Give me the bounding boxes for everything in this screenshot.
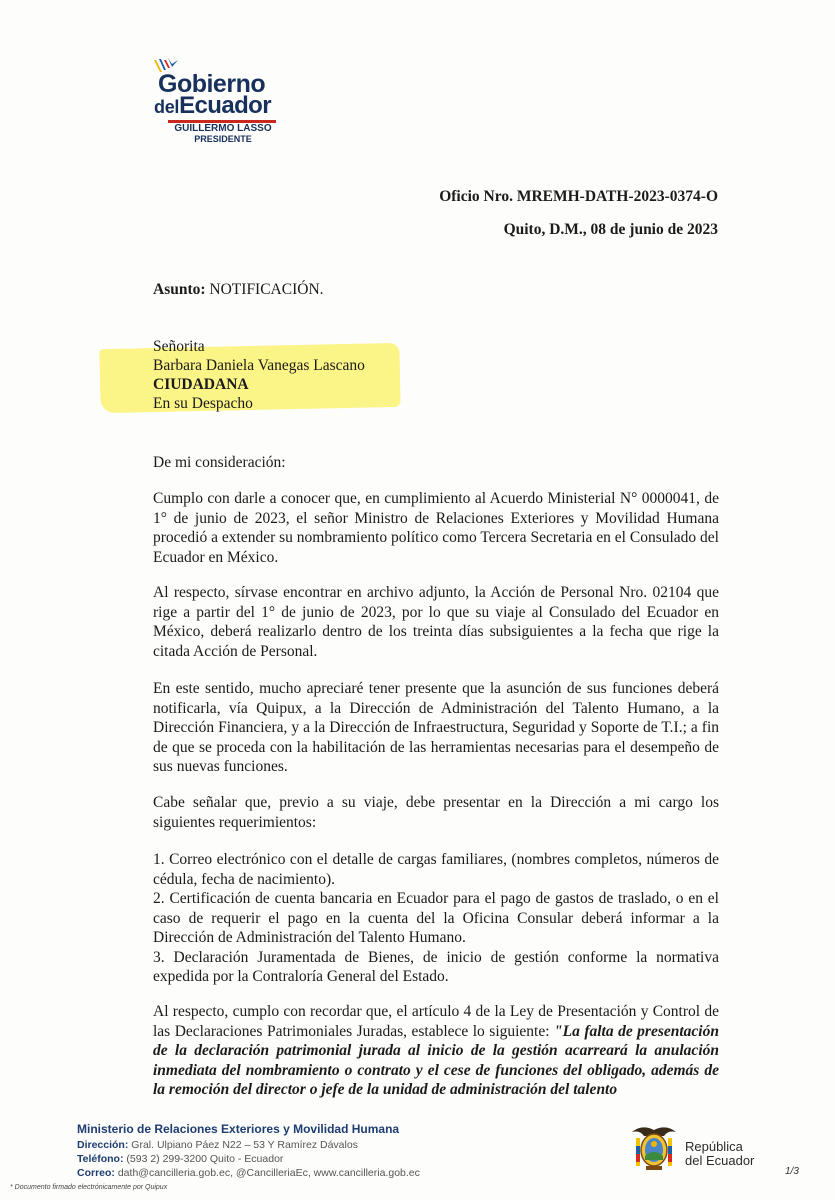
- subject-line: [153, 281, 324, 299]
- paragraph-5-text: Al respecto, cumplo con recordar que, el artículo 4 de la Ley de Presentación y Control de las Declaraciones Patrimoniales Juradas, establece lo siguiente:: [153, 1003, 719, 1040]
- paragraph-3: En este sentido, mucho apreciaré tener presente que la asunción de sus funciones deberá notificarla, vía Quipux, a la Dirección de Administración del Talento Humano, a la Dirección Financiera, y a la Dirección de Infraestructura, Seguridad y Soporte de T.I.; a fin de que se proceda con la habilitación de las herramientas necesarias para el desempeño de sus nuevas funciones.: [153, 680, 719, 775]
- logo-line-gobierno: Gobierno: [158, 70, 266, 98]
- greeting: De mi consideración:: [153, 454, 286, 471]
- recipient-role: CIUDADANA: [153, 376, 249, 393]
- paragraph-4: Cabe señalar que, previo a su viaje, debe presentar en la Dirección a mi cargo los siguientes requerimientos:: [153, 794, 719, 831]
- requirements-list: [153, 850, 719, 987]
- subject-label: Asunto:: [153, 281, 206, 298]
- recipient-name: Barbara Daniela Vanegas Lascano: [153, 357, 365, 374]
- footer-phone: Teléfono: (593 2) 299-3200 Quito - Ecuador: [77, 1153, 284, 1165]
- page-footer: [0, 1118, 835, 1200]
- list-item: 1. Correo electrónico con el detalle de cargas familiares, (nombres completos, números de cédula, fecha de nacimiento).: [153, 851, 719, 888]
- recipient-place: En su Despacho: [153, 395, 253, 412]
- subject-value: NOTIFICACIÓN.: [209, 281, 324, 298]
- electronic-signature-note: * Documento firmado electrónicamente por Quipux: [10, 1184, 168, 1191]
- coat-of-arms-icon: [626, 1120, 682, 1176]
- list-item: 3. Declaración Juramentada de Bienes, de inicio de gestión conforme la normativa expedida por la Contraloría General del Estado.: [153, 948, 719, 985]
- logo-line-del-ecuador: delEcuador: [154, 92, 271, 119]
- document-date: Quito, D.M., 08 de junio de 2023: [503, 221, 718, 238]
- recipient-salutation: Señorita: [153, 338, 205, 355]
- paragraph-1: Cumplo con darle a conocer que, en cumplimiento al Acuerdo Ministerial N° 0000041, de 1° de junio de 2023, el señor Ministro de Relaciones Exteriores y Movilidad Humana procedió a extender su nombramiento político como Tercera Secretaria en el Consulado del Ecuador en México.: [153, 490, 719, 566]
- footer-ministry-name: Ministerio de Relaciones Exteriores y Movilidad Humana: [77, 1122, 400, 1136]
- legal-quote: "La falta de presentación de la declaración patrimonial jurada al inicio de la gestión acarreará la anulación inmediata del nombramiento o contrato y el cese de funciones del obligado, además de la remoción del director o jefe de la unidad de administración del talento: [153, 1022, 719, 1098]
- oficio-number: Oficio Nro. MREMH-DATH-2023-0374-O: [439, 188, 718, 205]
- logo-president-title: PRESIDENTE: [194, 134, 252, 144]
- logo-president-name: GUILLERMO LASSO: [174, 123, 272, 134]
- footer-address: Dirección: Gral. Ulpiano Páez N22 – 53 Y Ramírez Dávalos: [77, 1139, 358, 1151]
- gobierno-ecuador-logo: [150, 58, 290, 142]
- republica-del-ecuador-label: República del Ecuador: [685, 1139, 755, 1168]
- list-item: 2. Certificación de cuenta bancaria en Ecuador para el pago de gastos de traslado, o en el caso de requerir el pago en la cuenta del la Oficina Consular deberá informar a la Dirección de Administración del Talento Humano.: [153, 890, 719, 946]
- page-number: 1/3: [785, 1166, 799, 1177]
- footer-email: Correo: dath@cancilleria.gob.ec, @CancilleriaEc, www.cancilleria.gob.ec: [77, 1167, 420, 1179]
- paragraph-2: Al respecto, sírvase encontrar en archivo adjunto, la Acción de Personal Nro. 02104 que rige a partir del 1° de junio de 2023, por lo que su viaje al Consulado del Ecuador en México, deberá realizarlo dentro de los treinta días subsiguientes a la fecha que rige la citada Acción de Personal.: [153, 584, 719, 660]
- paragraph-5: [153, 1002, 719, 1100]
